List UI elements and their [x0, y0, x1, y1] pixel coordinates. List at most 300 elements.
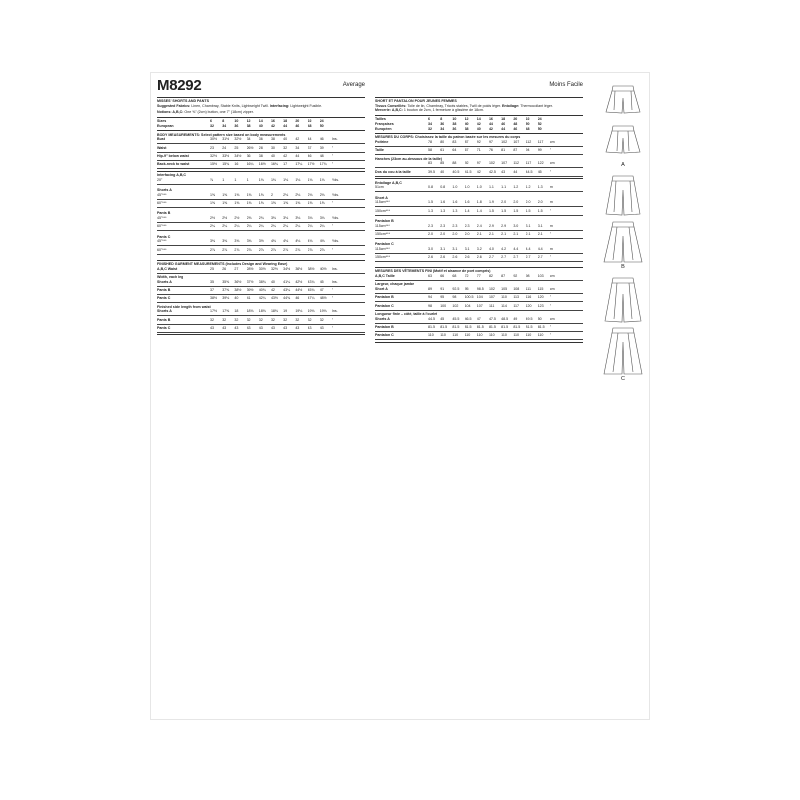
table-row: [375, 170, 583, 175]
divider: [375, 253, 583, 254]
unit-cell: Ins.: [331, 309, 338, 314]
table-cell: 44.5: [525, 169, 533, 174]
table-cell: 1.0: [464, 185, 470, 190]
table-cell: 43: [307, 325, 312, 330]
row-label: 150cm***: [375, 255, 390, 260]
size-cell: 32: [210, 123, 214, 128]
table-cell: 2⅞: [258, 247, 264, 252]
fabrics-text-fr: Tissus Conseillés: Toile de lin, Chambray, Tricots stables, Twill de poids léger. Entoilage: Thermocollant léger.: [375, 103, 553, 108]
row-label: 150cm***: [375, 231, 390, 236]
table-cell: 4⅛: [283, 239, 289, 244]
table-cell: 1⅝: [234, 201, 240, 206]
divider: [157, 294, 365, 295]
table-cell: 116: [525, 295, 532, 300]
table-cell: 110: [428, 333, 434, 338]
divider: [157, 152, 365, 153]
table-cell: 2.6: [440, 255, 446, 260]
table-cell: 81: [501, 148, 506, 153]
divider: [157, 199, 365, 200]
table-cell: 32: [246, 317, 251, 322]
table-cell: 1.4: [476, 208, 482, 213]
unit-cell: ": [331, 224, 334, 229]
table-cell: 17½: [210, 309, 217, 314]
table-cell: 44: [295, 153, 300, 158]
table-cell: 18⅛: [258, 309, 266, 314]
divider: [157, 207, 365, 208]
table-cell: 81.5: [476, 325, 484, 329]
table-cell: 48.5: [501, 316, 509, 321]
table-cell: 32½: [210, 153, 217, 158]
body-measurements-table-fr: [375, 140, 583, 177]
table-cell: 1⅝: [246, 192, 252, 197]
table-cell: 2¼: [283, 224, 289, 229]
table-cell: 2.1: [513, 231, 519, 236]
notions-text-fr: Mercerie: A,B,C: 1 bouton de 2cm, 1 fermeture à glissière de 18cm.: [375, 108, 484, 113]
size-cell: 50: [319, 123, 324, 128]
divider: [157, 184, 365, 185]
row-label: Pantalon C: [375, 333, 394, 338]
table-cell: 32: [210, 317, 214, 322]
table-cell: 32: [283, 145, 288, 150]
table-cell: 110: [501, 295, 507, 300]
table-row: [157, 154, 365, 159]
thumbnail-label: B: [621, 264, 625, 270]
size-cell: 42: [488, 126, 493, 131]
table-cell: 2.1: [488, 231, 494, 236]
table-cell: 43: [210, 325, 214, 330]
table-cell: 100: [440, 303, 447, 308]
table-row: [157, 267, 365, 272]
thumbnail-label: C: [621, 376, 625, 382]
size-cell: 38: [464, 126, 469, 131]
table-cell: 107: [501, 161, 508, 166]
table-cell: 2⅞: [319, 247, 325, 252]
size-cell: 50: [525, 121, 530, 126]
table-cell: 16¾: [270, 162, 278, 167]
table-cell: 110: [476, 333, 483, 338]
table-cell: 38¾: [258, 279, 266, 284]
row-label: 60"***: [157, 201, 167, 206]
unit-cell: ": [331, 162, 334, 167]
table-cell: 36: [246, 153, 251, 158]
table-cell: 1⅝: [246, 201, 252, 206]
table-cell: 114: [501, 303, 507, 308]
table-cell: 87: [501, 274, 506, 279]
table-row: [375, 247, 583, 252]
size-cell: 20: [295, 119, 300, 124]
divider: [375, 206, 583, 207]
size-cell: 48: [307, 123, 312, 128]
table-cell: 108: [513, 287, 520, 292]
table-cell: 0.8: [428, 185, 433, 190]
table-cell: 107: [476, 303, 483, 308]
size-cell: 38: [246, 123, 251, 128]
row-label: 45"***: [157, 239, 167, 244]
notions-text: Notions: A,B,C: One ⅝" (2cm) button, one 7" (18cm) zipper.: [157, 110, 254, 115]
table-cell: 1⅝: [270, 201, 276, 206]
table-cell: 19⅛: [307, 309, 315, 314]
table-cell: 26: [222, 266, 227, 271]
unit-cell: m: [549, 246, 553, 251]
row-label: [375, 161, 428, 166]
row-label: Shorts A: [375, 316, 390, 321]
table-cell: 2.1: [525, 231, 531, 236]
table-cell: 1⅝: [319, 201, 325, 206]
english-column: [157, 95, 365, 337]
unit-cell: ": [331, 288, 334, 292]
size-cell: 48: [525, 126, 530, 131]
size-cell: 46: [513, 126, 518, 131]
table-cell: 123: [537, 303, 544, 308]
size-cell: 10: [234, 119, 239, 124]
table-cell: 19⅛: [319, 309, 327, 314]
unit-cell: cm: [549, 139, 555, 144]
table-cell: 2½: [210, 216, 215, 221]
yardage-group-title: Pants C: [157, 234, 171, 239]
thumbnail-b: [598, 174, 648, 270]
table-cell: 19: [283, 309, 288, 314]
size-cell: 34: [440, 126, 445, 131]
table-row: [375, 295, 583, 300]
difficulty-fr: Moins Facile: [549, 82, 583, 88]
table-cell: 39.5: [428, 169, 435, 174]
table-cell: 38: [270, 137, 275, 142]
table-cell: 2⅛: [295, 192, 301, 197]
table-cell: 4⅛: [270, 239, 276, 244]
table-cell: 103: [537, 274, 544, 279]
european-row-fr: Européen 32 34 36 38 40 42 44 46 48 50: [375, 127, 583, 132]
unit-cell: Yds.: [331, 216, 340, 221]
pattern-code: M8292: [157, 77, 202, 94]
table-cell: 2⅞: [246, 247, 252, 252]
table-cell: 92: [476, 139, 481, 144]
size-cell: 18: [501, 117, 506, 122]
table-cell: 50: [537, 316, 542, 321]
table-row: [157, 288, 365, 293]
table-cell: 1.5: [428, 200, 433, 205]
size-cell: 34: [222, 123, 227, 128]
table-cell: 4⅛: [295, 239, 301, 244]
table-row: [375, 185, 583, 190]
row-label: Hanches (23cm au-dessous de la taille): [375, 156, 442, 161]
table-cell: 30: [270, 145, 275, 150]
table-cell: 110: [513, 333, 520, 338]
table-cell: 97: [488, 139, 493, 144]
unit-cell: cm: [549, 287, 555, 292]
row-label: Pantalon C: [375, 303, 394, 308]
table-row: [157, 296, 365, 301]
table-cell: 81.5: [488, 325, 496, 329]
table-cell: 42: [283, 153, 288, 158]
table-row: [157, 178, 365, 183]
unit-cell: Yds.: [331, 239, 340, 244]
table-cell: 34½: [234, 153, 242, 158]
divider: [157, 160, 365, 161]
divider: [375, 261, 583, 262]
table-cell: 25: [210, 266, 214, 271]
table-cell: 3.1: [525, 223, 531, 228]
table-cell: 2¼: [319, 224, 325, 229]
table-cell: 3⅛: [295, 216, 301, 221]
table-cell: 0.8: [440, 185, 446, 190]
table-cell: 34½: [283, 266, 291, 271]
table-cell: 32: [234, 317, 239, 322]
unit-cell: ": [549, 255, 552, 260]
row-label: 115cm***: [375, 223, 390, 228]
table-cell: 110: [464, 333, 471, 338]
table-cell: 45: [440, 316, 445, 321]
table-cell: 37⅝: [222, 288, 230, 292]
table-cell: 4.0: [488, 246, 494, 251]
table-cell: 39½: [246, 288, 254, 292]
table-cell: 38½: [234, 288, 242, 292]
table-cell: 2.3: [452, 223, 458, 228]
table-cell: 43½: [270, 296, 278, 301]
table-cell: 39: [319, 145, 324, 150]
table-cell: 27: [234, 266, 239, 271]
table-cell: 32: [295, 317, 300, 322]
table-cell: 81.5: [440, 325, 448, 329]
section-title: MISSES' SHORTS AND PANTS: [157, 99, 209, 103]
table-cell: 43: [258, 325, 263, 330]
table-cell: 23: [210, 145, 214, 150]
table-cell: 43: [295, 325, 300, 330]
size-cell: 8: [222, 119, 225, 124]
table-cell: 63: [428, 274, 432, 279]
table-cell: 43: [222, 325, 227, 330]
table-cell: 112: [525, 139, 532, 144]
table-cell: 40½: [319, 266, 327, 271]
body-measurements-table: [157, 137, 365, 169]
table-cell: 37: [210, 288, 214, 292]
section-title-fr: SHORT ET PANTALON POUR JEUNES FEMMES: [375, 99, 457, 103]
table-cell: 47: [476, 316, 481, 321]
table-cell: 102: [452, 303, 459, 308]
table-cell: 66: [440, 274, 445, 279]
table-cell: 1.3: [428, 208, 433, 213]
table-cell: 85: [440, 161, 445, 166]
table-cell: 2.3: [464, 223, 470, 228]
view-thumbnails: [598, 82, 648, 388]
size-cell: 42: [476, 121, 481, 126]
table-cell: 78: [428, 139, 432, 144]
table-cell: 1.5: [537, 208, 543, 213]
table-cell: 1.3: [537, 185, 543, 190]
table-cell: 92: [464, 161, 469, 166]
row-label: 51cm: [375, 185, 384, 190]
unit-cell: Ins.: [331, 279, 338, 284]
table-cell: ⅞: [210, 177, 213, 182]
table-cell: 83: [428, 161, 432, 166]
table-cell: 30½: [258, 266, 266, 271]
row-label: Pants B: [157, 288, 171, 292]
table-cell: 2⅞: [210, 247, 215, 252]
table-cell: 42.5: [488, 169, 496, 174]
table-cell: 1⅝: [258, 192, 264, 197]
table-row: [157, 146, 365, 151]
table-cell: 3⅜: [210, 239, 215, 244]
table-cell: 3⅛: [319, 216, 325, 221]
table-cell: 40¾: [258, 288, 266, 292]
table-cell: 38: [258, 153, 263, 158]
european-row: European 32 34 36 38 40 42 44 46 48 50: [157, 124, 365, 129]
size-cell: 40: [476, 126, 481, 131]
table-row: [157, 239, 365, 244]
table-cell: 46: [307, 153, 312, 158]
row-label: 60"***: [157, 224, 167, 229]
table-cell: 43: [246, 325, 251, 330]
table-cell: 2⅝: [246, 216, 252, 221]
table-cell: 43: [270, 325, 275, 330]
table-cell: 42: [270, 288, 275, 292]
row-label: Pants B: [157, 317, 171, 322]
table-cell: 2⅞: [307, 247, 313, 252]
table-cell: 4⅛: [319, 239, 325, 244]
table-cell: 40: [270, 279, 275, 284]
table-cell: 34: [295, 145, 300, 150]
table-row: [157, 137, 365, 142]
table-cell: 35⅝: [222, 279, 230, 284]
divider: [157, 222, 365, 223]
table-cell: 1.5: [501, 208, 507, 213]
table-row: [375, 209, 583, 214]
table-cell: 2.7: [525, 255, 531, 260]
table-cell: 39⅛: [222, 296, 230, 301]
row-label: A,B,C Waist: [157, 266, 178, 271]
table-cell: 102: [501, 139, 508, 144]
table-cell: 2.0: [428, 231, 433, 236]
table-cell: 2.0: [452, 231, 458, 236]
table-cell: 16½: [258, 162, 266, 167]
table-cell: 43: [283, 325, 288, 330]
table-cell: 67: [464, 148, 469, 153]
size-cell: 50: [537, 126, 542, 131]
unit-cell: ": [549, 231, 552, 236]
row-label: 45"***: [157, 216, 167, 221]
table-cell: 32½: [234, 137, 242, 142]
size-cell: 8: [440, 117, 443, 122]
table-cell: 1⅝: [307, 201, 313, 206]
table-cell: 2¼: [270, 224, 276, 229]
table-cell: 15½: [210, 162, 217, 167]
row-label: 45"***: [157, 192, 167, 197]
table-cell: 80: [440, 139, 445, 144]
table-cell: 48: [319, 153, 324, 158]
table-cell: 32: [258, 317, 263, 322]
size-cell: 22: [307, 119, 312, 124]
divider: [375, 238, 583, 239]
unit-cell: ": [331, 296, 334, 301]
divider: [375, 310, 583, 311]
table-cell: 37: [307, 145, 312, 150]
table-cell: 36½: [295, 266, 303, 271]
table-cell: 95: [440, 295, 445, 300]
table-cell: 2¼: [295, 224, 301, 229]
table-cell: 17½: [307, 162, 315, 167]
table-cell: 1.4: [464, 208, 470, 213]
table-cell: 1.1: [488, 185, 494, 190]
row-label: 60"***: [157, 247, 167, 252]
table-cell: 4.4: [513, 246, 519, 251]
table-cell: 2⅛: [283, 192, 289, 197]
row-label: A,B,C Taille: [375, 274, 395, 279]
table-cell: 4.4: [525, 246, 531, 251]
table-cell: 2.1: [537, 231, 543, 236]
unit-cell: ": [549, 295, 552, 300]
table-row: [375, 325, 583, 330]
table-cell: 110: [501, 333, 507, 338]
table-cell: 32: [307, 317, 312, 322]
table-cell: 44: [513, 169, 518, 174]
table-cell: 2.4: [476, 223, 482, 228]
table-cell: 28½: [246, 266, 254, 271]
table-cell: 4⅛: [307, 239, 313, 244]
divider: [157, 143, 365, 144]
size-cell: 40: [464, 121, 469, 126]
table-cell: 2½: [234, 216, 240, 221]
size-cell: 34: [428, 121, 432, 126]
unit-cell: ": [549, 208, 552, 213]
table-cell: 81.5: [513, 325, 521, 329]
table-cell: 34: [246, 137, 251, 142]
french-column: [375, 95, 583, 344]
table-row: [375, 274, 583, 279]
table-cell: 45: [319, 279, 324, 284]
table-cell: 95: [464, 287, 469, 292]
row-label: Back-neck to waist: [157, 162, 190, 167]
table-cell: 98.5: [476, 287, 484, 292]
size-cell: 38: [452, 121, 457, 126]
table-cell: 49.5: [525, 316, 533, 321]
table-cell: 111: [488, 303, 495, 308]
table-cell: 42½: [295, 279, 303, 284]
size-cell: 6: [210, 119, 212, 124]
table-cell: 16: [234, 162, 239, 167]
yardage-table-fr: [375, 181, 583, 266]
size-cell: 44: [283, 123, 288, 128]
row-label: Waist: [157, 145, 167, 150]
table-cell: 2¼: [246, 224, 252, 229]
table-cell: 43¾: [307, 279, 315, 284]
table-cell: 41: [246, 296, 251, 301]
table-cell: 1.3: [452, 208, 458, 213]
table-cell: 3⅛: [270, 216, 276, 221]
divider: [375, 331, 583, 332]
table-cell: 107: [513, 139, 520, 144]
table-cell: 110: [488, 333, 495, 338]
size-cell: 18: [283, 119, 288, 124]
sizes-row-fr: Tailles 6 8 10 12 14 16 18 20 22 24: [375, 117, 583, 122]
table-cell: 1⅝: [295, 201, 301, 206]
table-cell: 3⅜: [246, 239, 252, 244]
table-cell: 41¼: [283, 279, 291, 284]
table-cell: 2.7: [488, 255, 494, 260]
row-label: Bust: [157, 137, 165, 142]
row-label: Shorts A: [157, 279, 172, 284]
table-cell: 87: [513, 148, 518, 153]
divider: [157, 332, 365, 333]
table-cell: 100.5: [464, 295, 474, 300]
table-cell: 45.5: [452, 316, 460, 321]
table-cell: 3.0: [428, 246, 433, 251]
table-cell: 47: [319, 288, 324, 292]
table-cell: 110: [440, 333, 446, 338]
table-cell: 1⅝: [222, 201, 228, 206]
size-cell: 20: [513, 117, 518, 122]
table-cell: 2.7: [537, 255, 543, 260]
unit-cell: m: [549, 185, 553, 190]
row-label: Finished side length from waist: [157, 304, 211, 309]
